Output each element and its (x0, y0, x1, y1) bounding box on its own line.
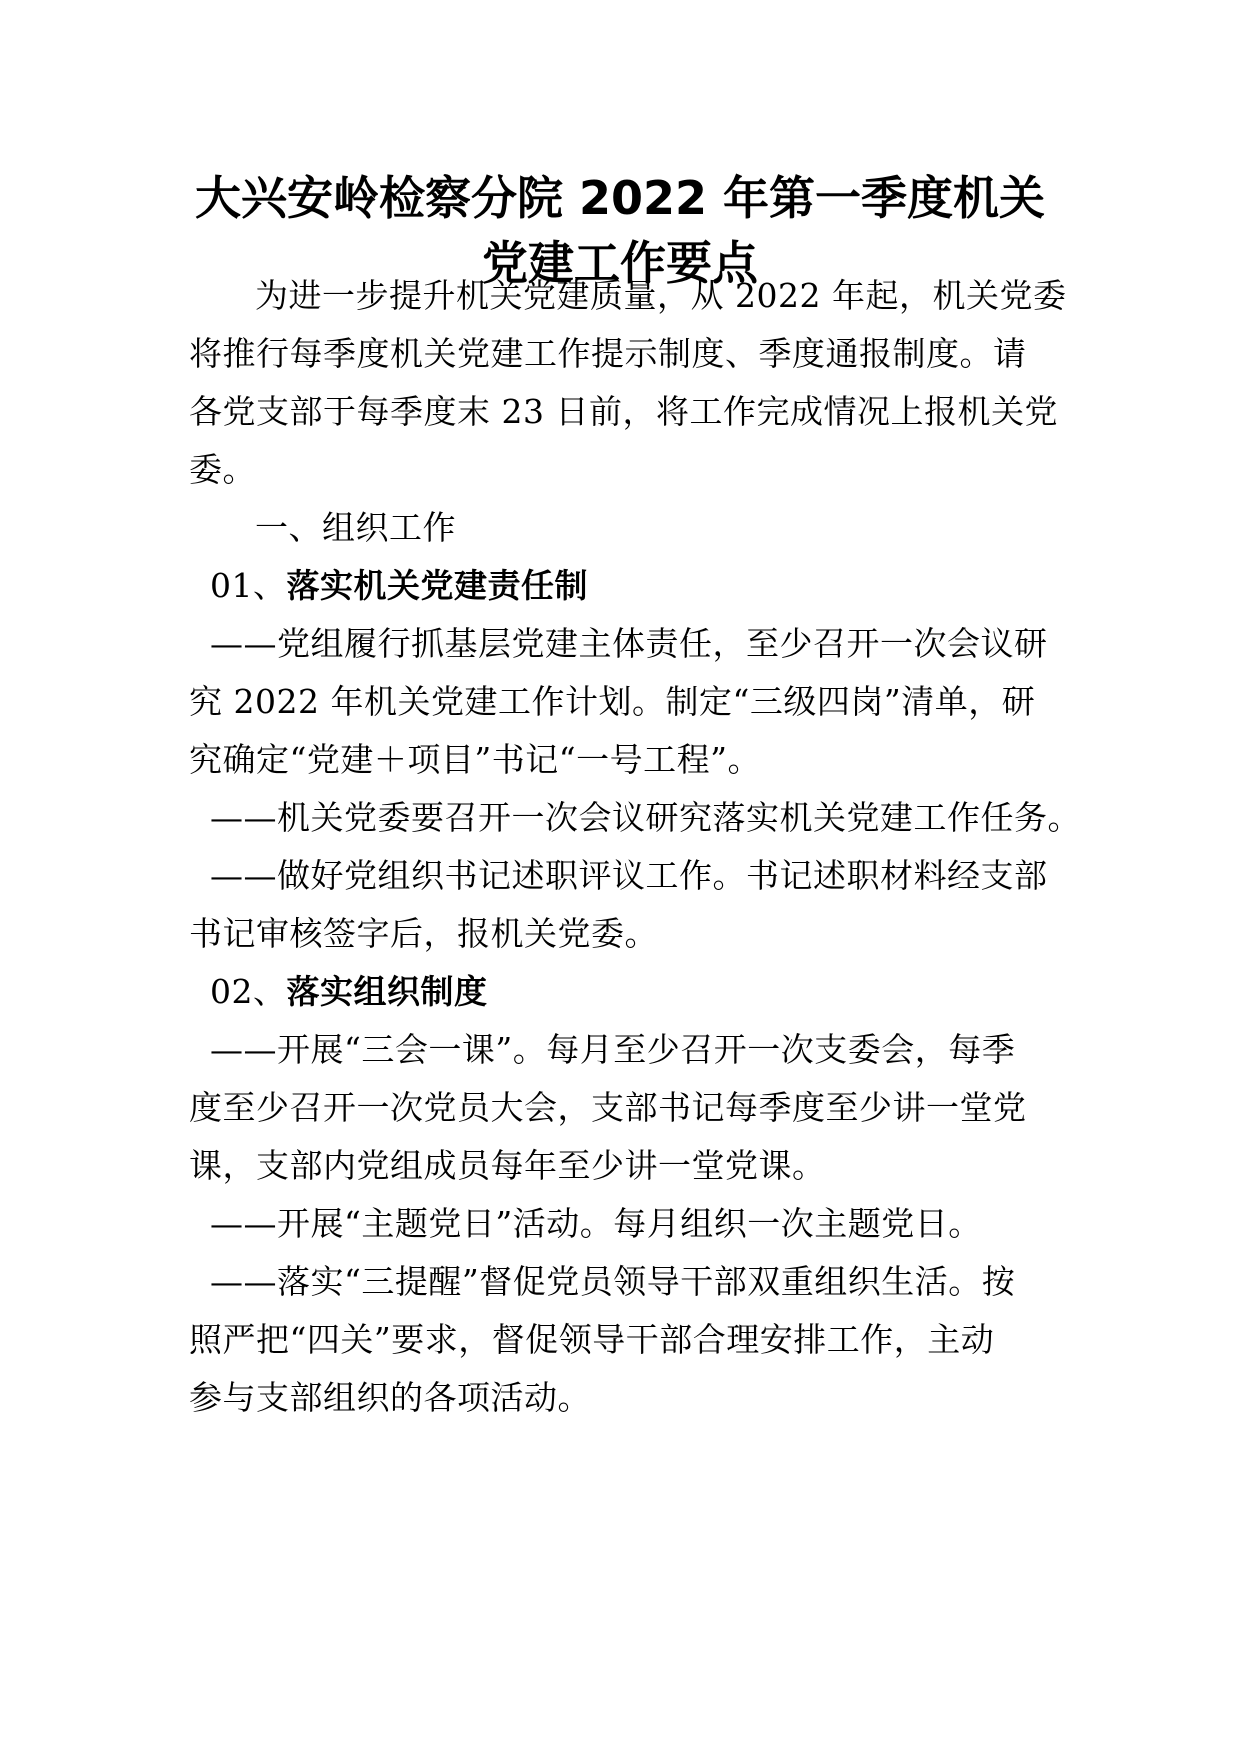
item-02-para3-line-2: 照严把“四关”要求，督促领导干部合理安排工作，主动 (189, 1320, 995, 1359)
item-02-heading (210, 972, 488, 1012)
item-02-para3-line-3: 参与支部组织的各项活动。 (189, 1378, 591, 1417)
intro-line-1: 为进一步提升机关党建质量，从 2022 年起，机关党委 (255, 276, 1067, 315)
item-01-heading (210, 566, 588, 606)
document-title-line-1: 大兴安岭检察分院 2022 年第一季度机关 (194, 171, 1046, 225)
item-01-para1-line-1: ——党组履行抓基层党建主体责任，至少召开一次会议研 (210, 624, 1048, 663)
item-02-title: 落实组织制度 (286, 972, 488, 1011)
item-01-para2: ——机关党委要召开一次会议研究落实机关党建工作任务。 (210, 798, 1081, 837)
intro-line-2: 将推行每季度机关党建工作提示制度、季度通报制度。请 (189, 334, 1027, 373)
item-02-number: 02、 (210, 972, 287, 1011)
section-heading-organization: 一、组织工作 (255, 508, 456, 547)
item-01-para1-line-2: 究 2022 年机关党建工作计划。制定“三级四岗”清单，研 (189, 682, 1036, 721)
item-02-para1-line-1: ——开展“三会一课”。每月至少召开一次支委会，每季 (210, 1030, 1016, 1069)
item-01-para3-line-2: 书记审核签字后，报机关党委。 (189, 914, 658, 953)
intro-line-4: 委。 (189, 450, 256, 489)
item-02-para2: ——开展“主题党日”活动。每月组织一次主题党日。 (210, 1204, 982, 1243)
item-01-number: 01、 (210, 566, 287, 605)
item-01-para1-line-3: 究确定“党建＋项目”书记“一号工程”。 (189, 740, 761, 779)
item-01-title: 落实机关党建责任制 (286, 566, 588, 605)
document-title-line-2: 党建工作要点 (482, 236, 758, 290)
item-02-para1-line-2: 度至少召开一次党员大会，支部书记每季度至少讲一堂党 (189, 1088, 1027, 1127)
item-02-para3-line-1: ——落实“三提醒”督促党员领导干部双重组织生活。按 (210, 1262, 1016, 1301)
item-02-para1-line-3: 课，支部内党组成员每年至少讲一堂党课。 (189, 1146, 826, 1185)
item-01-para3-line-1: ——做好党组织书记述职评议工作。书记述职材料经支部 (210, 856, 1048, 895)
intro-line-3: 各党支部于每季度末 23 日前，将工作完成情况上报机关党 (189, 392, 1058, 431)
